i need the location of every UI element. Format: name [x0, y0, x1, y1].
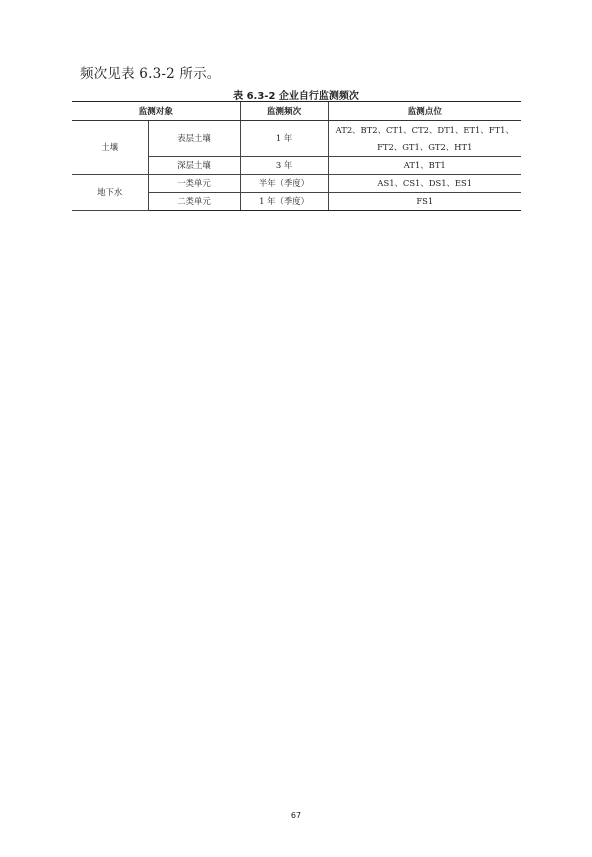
object-groundwater: 地下水	[72, 175, 148, 211]
frequency-cell: 1 年	[240, 121, 328, 157]
frequency-cell: 1 年（季度）	[240, 193, 328, 211]
sub-object-cell: 深层土壤	[148, 157, 240, 175]
points-cell: AS1、CS1、DS1、ES1	[328, 175, 521, 193]
frequency-cell: 半年（季度）	[240, 175, 328, 193]
points-cell	[328, 121, 521, 157]
page-number: 67	[290, 811, 302, 820]
points-cell: AT1、BT1	[328, 157, 521, 175]
table-row	[72, 175, 521, 193]
monitoring-frequency-table	[72, 101, 521, 211]
sub-object-cell: 二类单元	[148, 193, 240, 211]
frequency-cell: 3 年	[240, 157, 328, 175]
header-monitoring-frequency: 监测频次	[240, 102, 328, 121]
body-paragraph: 频次见表 6.3-2 所示。	[80, 66, 221, 82]
sub-object-cell: 表层土壤	[148, 121, 240, 157]
header-monitoring-object: 监测对象	[72, 102, 240, 121]
object-soil: 土壤	[72, 121, 148, 175]
points-line: FT2、GT1、GT2、HT1	[377, 141, 473, 152]
points-cell: FS1	[328, 193, 521, 211]
header-monitoring-points: 监测点位	[328, 102, 521, 121]
table-header-row	[72, 102, 521, 121]
table-row	[72, 121, 521, 157]
points-line: AT2、BT2、CT1、CT2、DT1、ET1、FT1、	[335, 124, 514, 135]
table-caption: 表 6.3-2 企业自行监测频次	[233, 91, 359, 102]
sub-object-cell: 一类单元	[148, 175, 240, 193]
